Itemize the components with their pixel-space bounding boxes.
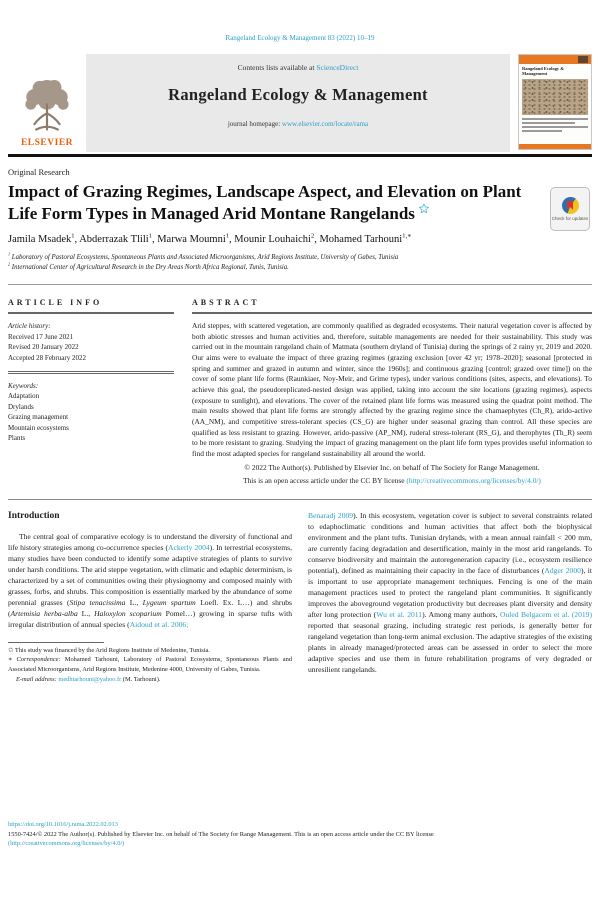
keyword: Drylands xyxy=(8,402,34,411)
text-segment: Marwa Moumni xyxy=(157,233,226,245)
text-segment: , xyxy=(151,233,158,245)
cover-top-band xyxy=(519,55,591,64)
text-segment: , xyxy=(229,233,235,245)
footnote-correspondence xyxy=(8,655,292,674)
cover-text-lines xyxy=(519,116,591,144)
text-segment: Stipa tenacissima xyxy=(69,597,126,607)
text-segment: Laboratory of Pastoral Ecosystems, Spontaneous Plants and Associated Microorganisms, Arid Regions Institute, University of Gabes, Tunisia xyxy=(10,253,399,261)
cover-text-bar xyxy=(522,118,588,120)
keywords-rule xyxy=(8,371,174,374)
inline-link[interactable]: Ouled Belgacem et al. (2019) xyxy=(500,609,592,619)
text-segment: journal homepage: xyxy=(227,120,282,128)
text-segment: The central goal of comparative ecology is to understand the diversity of functional and life history strategies among co-occurrence species ( xyxy=(8,531,292,552)
text-segment: Artemisia herba-alba xyxy=(10,608,78,618)
article-info-heading: ARTICLE INFO xyxy=(8,297,103,307)
text-segment: ✩ This study was financed by the Arid Regions Institute of Medenine, Tunisia. xyxy=(8,646,210,654)
abstract-text: Arid steppes, with scattered vegetation, are commonly qualified as degraded ecosystems. Their natural vegetation cover is affected by both abiotic stresses and human activities and, therefore, suitable managements are needed for their sustainability. This study was carried out in the mountain rangeland chain of Matmata (southern dryland of Tunisia) during the springs of 2 rainy yr, 2019 and 2020. Our aims were to evaluate the impact of three grazing regimes (grazing exclusion [over 42 yr; 1978–2020]; seasonal [protected in spring and summer and grazed in autumn and winter, since the 1960s]; and continuous grazing [control; grazed over time]) on the cover of some plant life forms (Raunkiaer, Noy-Meir, and Grime types), under various conditions (sites, aspects, and elevations). To achieve this goal, the pseudoreplicated-nested design was applied, taking into account the site locations (grazing regimes), aspects (exposure to sunlight), and elevations. The cover of the retained plant life forms was measured using the quadrat point method. The main results showed that plant life forms are strongly affected by the grazing regime since the chamaephytes (Ch_R), arido-active (AA_NM), and competitive stress-tolerant species (CS_G) are higher under seasonal grazing than control. All these species are qualified as less resistant to grazing. However, arido-passive (AP_NM), ruderal stress-tolerant (RS_G), and therophytes (Th_R) seem to be more resistant to grazing. Studying the impact of grazing management on the plant life form types provides useful information to find the most adapted species for rangeland sustainability all around the world. xyxy=(192,321,592,458)
section-divider xyxy=(8,284,592,285)
cover-bottom-band xyxy=(519,144,591,149)
keywords-label: Keywords: xyxy=(8,381,39,390)
cc-license-link[interactable]: (http://creativecommons.org/licenses/by/4.0/) xyxy=(8,840,125,848)
abstract-column xyxy=(192,298,592,487)
article-history-label: Article history: xyxy=(8,322,51,331)
text-segment: L., xyxy=(125,597,143,607)
text-segment: (M. Tarhouni). xyxy=(121,675,161,683)
body-paragraph xyxy=(308,510,592,675)
text-segment: 1,∗ xyxy=(402,232,412,239)
text-segment: Jamila Msadek xyxy=(8,233,72,245)
cover-text-bar xyxy=(522,126,588,128)
journal-title: Rangeland Ecology & Management xyxy=(168,85,428,104)
elsevier-logo xyxy=(8,54,86,152)
affiliation-line xyxy=(8,263,592,274)
footer-copyright: 1550-7424/© 2022 The Author(s). Published by Elsevier Inc. on behalf of The Society for Range Management. This is an open access article under the CC BY license xyxy=(8,830,434,838)
text-segment: E-mail address: xyxy=(16,675,59,683)
text-segment: ∗ xyxy=(8,656,17,664)
text-segment: 1 xyxy=(225,232,229,239)
text-segment: 2 xyxy=(310,232,315,239)
doi-link[interactable]: https://doi.org/10.1016/j.rama.2022.02.013 xyxy=(8,821,118,828)
page-footer xyxy=(8,820,592,849)
abstract-rule xyxy=(192,312,592,315)
elsevier-tree-icon xyxy=(20,77,74,137)
inline-link[interactable]: ScienceDirect xyxy=(316,63,359,72)
keyword: Mountain ecosystems xyxy=(8,423,69,432)
keyword: Adaptation xyxy=(8,392,40,401)
article-type-label: Original Research xyxy=(8,167,70,177)
text-segment: L., xyxy=(77,608,95,618)
footnotes xyxy=(8,642,292,684)
abstract-copyright-line1: © 2022 The Author(s). Published by Elsevier Inc. on behalf of The Society for Range Management. xyxy=(244,462,540,472)
text-segment: ). In terrestrial ecosystems, many studies have been conducted to identify some adaptive strategies of plants to survive under harsh conditions. The arid steppe vegetation, with climatic and edaphic determinism, is characterized by a set of communities owing their physiognomy and composed mainly with grasses, forbs, and shrubs. This composition is essentially marked by the abundance of some perennial grasses ( xyxy=(8,542,293,607)
elsevier-wordmark: ELSEVIER xyxy=(20,138,74,148)
contents-available-line xyxy=(86,63,510,72)
author-list xyxy=(8,234,592,245)
abstract-heading: ABSTRACT xyxy=(192,297,260,307)
text-segment: reported that seasonal grazing, including strategic rest periods, is generally better for rangeland vegetation than long-term animal exclusion. The adaptive strategies of the existing plants in already managed/protected areas can be assessed in order to select the more adaptive species and use them in future rehabilitation programs of very degraded or unresilient rangelands. xyxy=(308,620,592,674)
abstract-bottom-divider xyxy=(8,499,592,500)
text-segment: International Center of Agricultural Research in the Dry Areas North Africa Regional, Tunis, Tunisia. xyxy=(10,264,289,272)
text-segment: 2 xyxy=(8,261,11,267)
title-block xyxy=(8,181,592,225)
text-segment: 1 xyxy=(71,232,75,239)
inline-link[interactable]: www.elsevier.com/locate/rama xyxy=(281,120,369,128)
body-paragraph xyxy=(8,531,292,630)
text-segment: Contents lists available at xyxy=(237,63,317,72)
crossmark-icon xyxy=(562,197,579,214)
meta-section xyxy=(8,298,592,487)
keyword: Plants xyxy=(8,434,26,443)
inline-link[interactable]: Ackerly 2004 xyxy=(168,542,210,552)
body-right-column xyxy=(308,510,592,684)
keyword: Grazing management xyxy=(8,413,69,422)
cover-text-bar xyxy=(522,122,575,124)
text-segment: Lygeum spartum xyxy=(142,597,196,607)
affiliation-line xyxy=(8,253,592,264)
check-for-updates-label: Check for updates xyxy=(551,215,589,221)
text-segment: , xyxy=(314,233,320,245)
footnote-divider xyxy=(8,642,104,643)
running-head-citation: Rangeland Ecology & Management 83 (2022) 10–19 xyxy=(225,34,375,42)
journal-homepage-line xyxy=(86,120,510,128)
journal-header xyxy=(8,54,592,152)
article-body xyxy=(8,510,592,684)
body-left-column xyxy=(8,510,292,684)
inline-link[interactable]: Benaradj 2009 xyxy=(308,510,354,520)
history-accepted: Accepted 28 February 2022 xyxy=(8,353,86,362)
history-received: Received 17 June 2021 xyxy=(8,332,74,341)
cover-logo-chip xyxy=(578,56,588,63)
abstract-copyright-line2 xyxy=(192,476,592,487)
inline-link[interactable]: Adger 2000 xyxy=(544,565,581,575)
header-divider xyxy=(8,154,592,157)
inline-link[interactable]: Aidoud et al. 2006; xyxy=(129,619,189,629)
text-segment: 1 xyxy=(8,251,11,257)
cover-text-bar xyxy=(522,130,562,132)
inline-link[interactable]: Wu et al. 2011 xyxy=(376,609,423,619)
text-segment: This is an open access article under the CC BY license xyxy=(243,476,407,486)
cover-photo xyxy=(522,79,588,115)
text-segment: 1 xyxy=(148,232,152,239)
bookmark-icon xyxy=(567,201,573,210)
cover-journal-title: Rangeland Ecology & Management xyxy=(522,66,565,77)
affiliations xyxy=(8,253,592,274)
introduction-heading: Introduction xyxy=(8,510,60,521)
text-segment: ). Among many authors, xyxy=(422,609,500,619)
text-segment: Loefl. Ex. L…) and shrubs ( xyxy=(8,597,293,618)
text-segment: Impact of Grazing Regimes, Landscape Aspect, and Elevation on Plant Life Form Types in Managed Arid Montane Rangelands xyxy=(8,182,522,223)
journal-cover-area xyxy=(510,54,592,152)
text-segment: Mohamed Tarhouni xyxy=(319,233,403,245)
article-info-rule xyxy=(8,312,174,315)
footnote-funding xyxy=(8,646,292,656)
text-segment: Mohamed Tarhouni, Laboratory of Pastoral Ecosystems, Spontaneous Plants and Associated Microorganisms, Arid Regions Institute, Medenine 4000, University of Gabes, Tunisia. xyxy=(8,656,292,673)
inline-link[interactable]: medhtarhouni@yahoo.fr xyxy=(58,675,122,683)
inline-link[interactable]: (http://creativecommons.org/licenses/by/4.0/) xyxy=(406,476,541,486)
text-segment: ), it is important to use appropriate management techniques. Fencing is one of the main management practices used to protect the rangeland plant communities. It significantly improves the aboveground vegetation productivity but decreases plant diversity and density after long protection ( xyxy=(308,565,592,619)
check-for-updates-badge[interactable] xyxy=(550,187,590,231)
text-segment: , xyxy=(74,233,80,245)
journal-banner xyxy=(86,54,510,152)
text-segment: Haloxylon scoparium xyxy=(94,608,162,618)
text-segment: Correspondence: xyxy=(16,656,61,664)
text-segment: Pomel…) growing in sparse tufts with irregular distribution of annual species ( xyxy=(8,608,293,629)
text-segment: ✩ xyxy=(419,202,429,216)
history-revised: Revised 20 January 2022 xyxy=(8,343,79,352)
text-segment: Mounir Louhaichi xyxy=(234,233,311,245)
text-segment: ). In this ecosystem, vegetation cover is subject to several constraints related to edaphoclimatic conditions and human activities that affect both the biophysical environment and the plant tufts. Tunisian drylands, with a mean annual rainfall < 200 mm, are currently facing degradation and desertification, mainly in the most arid rangelands. To conserve biodiversity and maintain the autoregeneration capacity (i.e., ecosystem resilience potential), defined as maintaining their capacity in the face of disturbances ( xyxy=(308,510,592,575)
footnote-email xyxy=(8,675,292,685)
text-segment: Abderrazak Tlili xyxy=(79,233,149,245)
journal-cover-thumbnail[interactable] xyxy=(518,54,592,150)
article-info-column xyxy=(8,298,174,487)
article-title xyxy=(8,181,534,225)
